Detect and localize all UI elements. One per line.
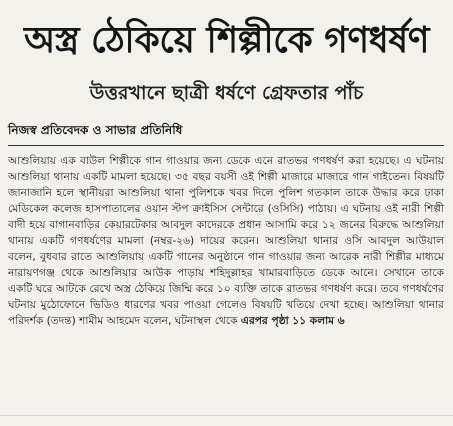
article-body-text: আশুলিয়ায় এক বাউল শিল্পীকে গান গাওয়ার জন্য ডেকে এনে রাতভর গণধর্ষণ করা হয়েছে। এ ঘটনায় আশুলিয়া থানায় একটি মামলা হয়েছে। ৩৫ বছর বয়সী ওই শিল্পী মাজারে মাজারে গান গাইতেন। বিষয়টি জানাজানি হলে স্থানীয়রা আশুলিয়া থানা পুলিশকে খবর দিলে পুলিশ গতকাল তাকে উদ্ধার করে ঢাকা মেডিকেল কলেজ হাসপাতালের ওয়ান স্টপ ক্রাইসিস সেন্টারে (ওসিসি) পাঠায়। এ ঘটনায় ওই নারী শিল্পী বাদী হয়ে বাগানবাড়ির কেয়ারটেকার আবদুল কাদেরকে প্রধান আসামি করে ১২ জনের বিরুদ্ধে আশুলিয়া থানায় একটি গণধর্ষণের মামলা (নম্বর-২৬) দায়ের করেন। আশুলিয়া থানার ওসি আবদুল আউয়াল বলেন, বুধবার রাতে আশুলিয়ায় একটি গানের অনুষ্ঠানে গান গাওয়ার জন্য আরেক নারী শিল্পীর মাধ্যমে নারায়ণগঞ্জ থেকে আশুলিয়ার আউক পাড়ায় শহিদুল্লাহর খামারবাড়িতে ডেকে আনে। সেখানে তাকে একটি ঘরে আটকে রেখে অস্ত্র ঠেকিয়ে জিম্মি করে ১০ ব্যক্তি তাকে রাতভর গণধর্ষণ করে। তবে গণধর্ষণের ঘটনায় মুঠোফোনে ভিডিও ধারণের খবর পাওয়া গেলেও বিষয়টি খতিয়ে দেখা হচ্ছে। আশুলিয়া থানার পরিদর্শক (তদন্ত) শামীম আহমেদ বলেন, ঘটনাস্থল থেকে (8, 155, 444, 327)
article-body (8, 153, 444, 329)
header-strip (0, 0, 453, 10)
headline: অস্ত্র ঠেকিয়ে শিল্পীকে গণধর্ষণ (24, 19, 429, 61)
bottom-divider (0, 415, 453, 416)
byline: নিজস্ব প্রতিবেদক ও সাভার প্রতিনিধি (8, 121, 444, 146)
subheadline: উত্তরখানে ছাত্রী ধর্ষণে গ্রেফতার পাঁচ (89, 82, 364, 104)
continuation-note: এরপর পৃষ্ঠা ১১ কলাম ৬ (240, 315, 345, 327)
